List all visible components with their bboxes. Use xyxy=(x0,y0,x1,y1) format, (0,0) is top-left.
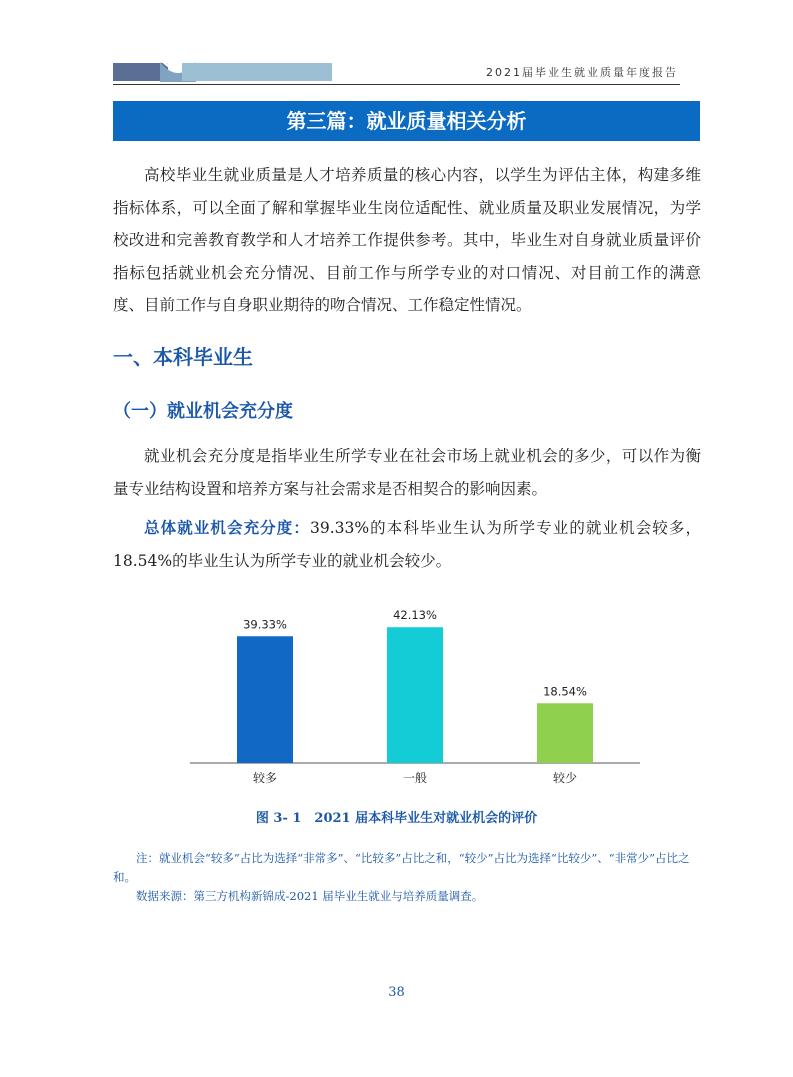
report-title: 2021届毕业生就业质量年度报告 xyxy=(486,66,678,79)
bar-chart xyxy=(190,600,640,800)
section-title: 一、本科毕业生 xyxy=(113,345,253,369)
x-tick-label: 较多 xyxy=(252,771,278,785)
bar-value-label: 39.33% xyxy=(243,617,287,632)
data-source-note: 数据来源：第三方机构新锦成-2021 届毕业生就业与培养质量调查。 xyxy=(136,889,484,903)
x-tick-label: 较少 xyxy=(552,771,578,785)
intro-paragraph: 高校毕业生就业质量是人才培养质量的核心内容，以学生为评估主体，构建多维指标体系，可以全面了解和掌握毕业生岗位适配性、就业质量及职业发展情况，为学校改进和完善教育教学和人才培养工作提供参考。其中，毕业生对自身就业质量评价指标包括就业机会充分情况、目前工作与所学专业的对口情况、对目前工作的满意度、目前工作与自身职业期待的吻合情况、工作稳定性情况。 xyxy=(113,166,701,314)
header-rule xyxy=(113,84,680,85)
bar-2 xyxy=(387,627,443,763)
header-decor-band-light xyxy=(182,63,332,81)
chart-note: 注：就业机会“较多”占比为选择“非常多”、“比较多”占比之和，“较少”占比为选择“比较少”、“非常少”占比之和。 xyxy=(113,851,690,884)
summary-paragraph xyxy=(113,512,701,577)
bar-3 xyxy=(537,703,593,763)
bar-value-label: 42.13% xyxy=(393,608,437,623)
figure-caption: 图 3- 1 2021 届本科毕业生对就业机会的评价 xyxy=(255,811,538,826)
summary-text: 39.33%的本科毕业生认为所学专业的就业机会较多，18.54%的毕业生认为所学专业的就业机会较少。 xyxy=(113,519,701,570)
chapter-banner: 第三篇：就业质量相关分析 xyxy=(113,101,700,141)
x-tick-label: 一般 xyxy=(402,771,428,785)
definition-paragraph: 就业机会充分度是指毕业生所学专业在社会市场上就业机会的多少，可以作为衡量专业结构设置和培养方案与社会需求是否相契合的影响因素。 xyxy=(113,447,701,498)
summary-lead: 总体就业机会充分度： xyxy=(144,518,310,537)
page-number: 38 xyxy=(388,985,405,1000)
subsection-title: （一）就业机会充分度 xyxy=(113,401,293,422)
bar-1 xyxy=(237,636,293,763)
bar-chart-svg xyxy=(190,600,640,800)
bar-value-label: 18.54% xyxy=(543,684,587,699)
